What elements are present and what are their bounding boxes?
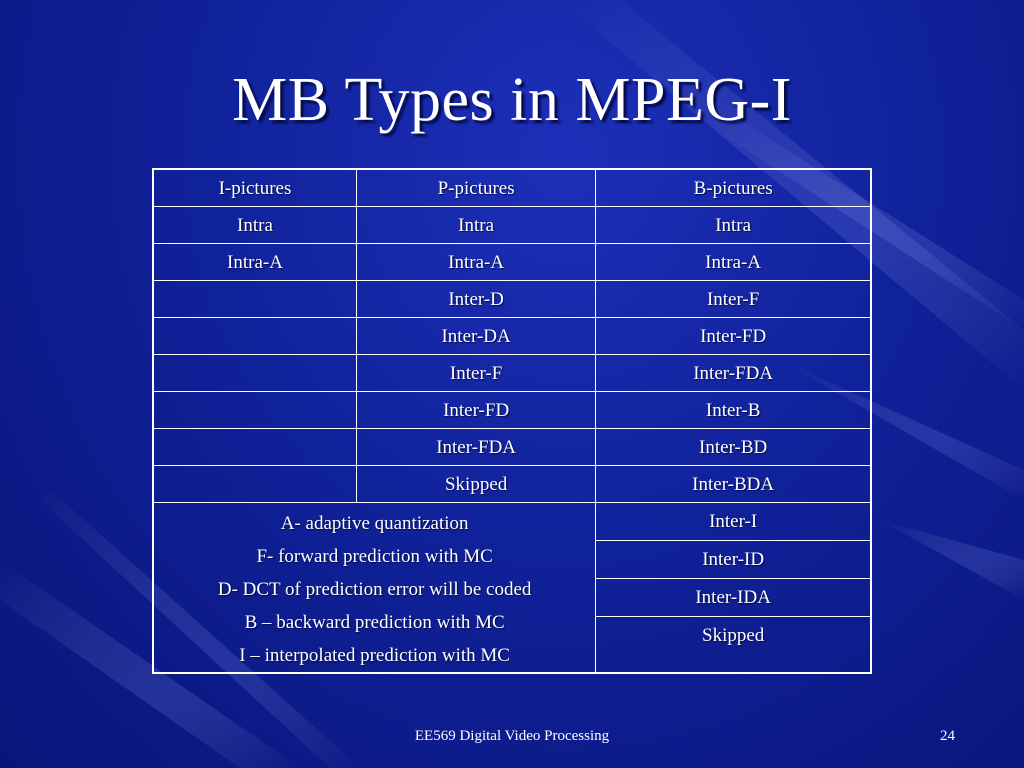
table-cell: Inter-D [356, 280, 595, 317]
table-cell: Inter-BDA [596, 465, 871, 502]
table-row [153, 354, 871, 391]
table-row [153, 206, 871, 243]
header-i-pictures: I-pictures [153, 169, 356, 206]
table-cell: Intra-A [153, 243, 356, 280]
table-cell: Inter-FD [356, 391, 595, 428]
table-cell: Inter-BD [596, 428, 871, 465]
table-cell: Intra [153, 206, 356, 243]
table-cell: Intra-A [356, 243, 595, 280]
slide-title: MB Types in MPEG-I [232, 66, 792, 134]
table-row [153, 465, 871, 502]
table-row [153, 502, 871, 540]
table-cell: Intra [596, 206, 871, 243]
table-row [153, 280, 871, 317]
table-cell: Inter-IDA [596, 578, 871, 616]
table-cell: Inter-I [596, 502, 871, 540]
header-b-pictures: B-pictures [596, 169, 871, 206]
table-row [153, 428, 871, 465]
table-cell [153, 465, 356, 502]
mb-types-table [152, 168, 872, 674]
table-cell: Skipped [356, 465, 595, 502]
page-number: 24 [940, 728, 955, 744]
legend-line: B – backward prediction with MC [244, 611, 505, 633]
table-cell: Inter-ID [596, 540, 871, 578]
table-cell: Inter-FDA [596, 354, 871, 391]
legend-line: I – interpolated prediction with MC [239, 644, 510, 666]
legend-line: A- adaptive quantization [280, 512, 469, 534]
table-cell: Intra-A [596, 243, 871, 280]
table-row [153, 391, 871, 428]
table-row [153, 317, 871, 354]
table-cell [153, 428, 356, 465]
slide-footer: EE569 Digital Video Processing [414, 728, 610, 744]
table-row [153, 243, 871, 280]
table-cell: Inter-F [356, 354, 595, 391]
table-cell [153, 317, 356, 354]
table-header-row [153, 169, 871, 206]
table-cell: Inter-B [596, 391, 871, 428]
header-p-pictures: P-pictures [356, 169, 595, 206]
table-cell: Inter-FD [596, 317, 871, 354]
table-cell: Inter-FDA [356, 428, 595, 465]
table-cell: Inter-F [596, 280, 871, 317]
table-cell [153, 280, 356, 317]
table-cell [153, 391, 356, 428]
table-cell: Skipped [596, 617, 871, 673]
table-cell: Inter-DA [356, 317, 595, 354]
legend-line: D- DCT of prediction error will be coded [217, 578, 532, 600]
legend-cell [153, 502, 596, 673]
table-cell [153, 354, 356, 391]
table-cell: Intra [356, 206, 595, 243]
legend-line: F- forward prediction with MC [256, 545, 493, 567]
